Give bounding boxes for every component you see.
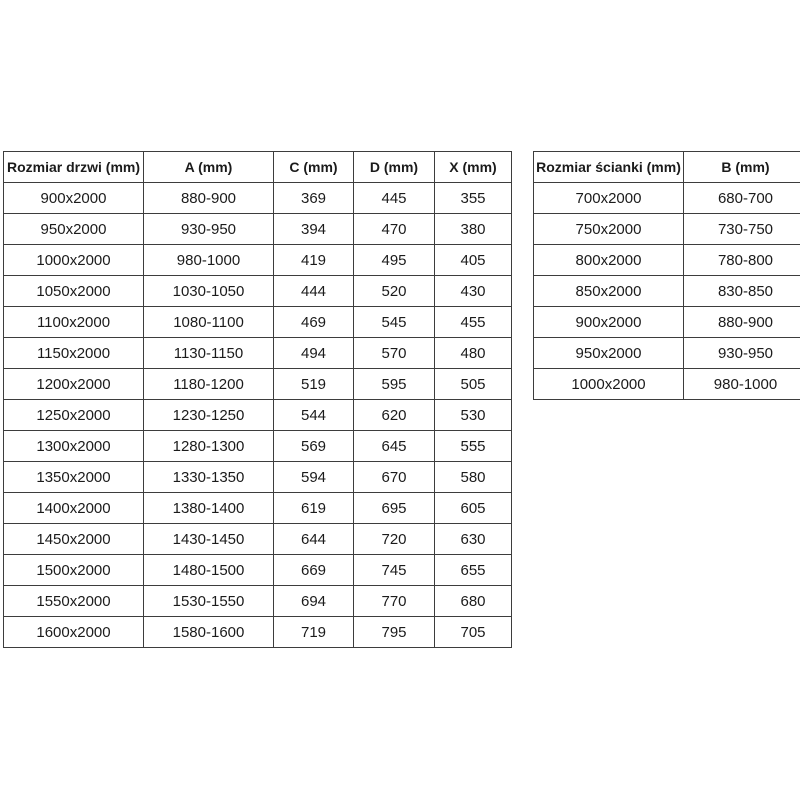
- table-cell: 700x2000: [534, 183, 684, 214]
- table-row: [4, 214, 512, 245]
- table-cell: 1530-1550: [144, 586, 274, 617]
- table-cell: 830-850: [684, 276, 800, 307]
- table-row: [4, 276, 512, 307]
- column-header: X (mm): [435, 152, 512, 183]
- table-cell: 1580-1600: [144, 617, 274, 648]
- table-cell: 770: [354, 586, 435, 617]
- table-cell: 545: [354, 307, 435, 338]
- table-cell: 355: [435, 183, 512, 214]
- table-cell: 369: [274, 183, 354, 214]
- table-cell: 644: [274, 524, 354, 555]
- table-cell: 1130-1150: [144, 338, 274, 369]
- table-cell: 720: [354, 524, 435, 555]
- table-cell: 645: [354, 431, 435, 462]
- table-cell: 880-900: [684, 307, 800, 338]
- table-cell: 569: [274, 431, 354, 462]
- table-cell: 1250x2000: [4, 400, 144, 431]
- table-cell: 950x2000: [534, 338, 684, 369]
- table-cell: 430: [435, 276, 512, 307]
- table-cell: 1030-1050: [144, 276, 274, 307]
- table-row: [4, 183, 512, 214]
- table-row: [534, 245, 800, 276]
- table-cell: 630: [435, 524, 512, 555]
- table-row: [4, 307, 512, 338]
- table-cell: 980-1000: [144, 245, 274, 276]
- table-cell: 519: [274, 369, 354, 400]
- column-header: B (mm): [684, 152, 800, 183]
- table-cell: 1600x2000: [4, 617, 144, 648]
- table-row: [4, 369, 512, 400]
- column-header: Rozmiar drzwi (mm): [4, 152, 144, 183]
- table-cell: 1500x2000: [4, 555, 144, 586]
- table-cell: 1300x2000: [4, 431, 144, 462]
- table-cell: 455: [435, 307, 512, 338]
- table-row: [4, 524, 512, 555]
- table-row: [4, 555, 512, 586]
- table-cell: 680: [435, 586, 512, 617]
- table-cell: 580: [435, 462, 512, 493]
- table-row: [4, 245, 512, 276]
- table-row: [534, 214, 800, 245]
- column-header: D (mm): [354, 152, 435, 183]
- table-cell: 1080-1100: [144, 307, 274, 338]
- table-row: [4, 617, 512, 648]
- table-cell: 380: [435, 214, 512, 245]
- column-header: C (mm): [274, 152, 354, 183]
- table-cell: 445: [354, 183, 435, 214]
- table-cell: 750x2000: [534, 214, 684, 245]
- table-cell: 1380-1400: [144, 493, 274, 524]
- table-cell: 1550x2000: [4, 586, 144, 617]
- table-cell: 469: [274, 307, 354, 338]
- table-cell: 1000x2000: [4, 245, 144, 276]
- table-cell: 670: [354, 462, 435, 493]
- table-cell: 1400x2000: [4, 493, 144, 524]
- table-cell: 694: [274, 586, 354, 617]
- table-row: [534, 338, 800, 369]
- table-cell: 719: [274, 617, 354, 648]
- column-header: A (mm): [144, 152, 274, 183]
- table-cell: 605: [435, 493, 512, 524]
- table-cell: 555: [435, 431, 512, 462]
- table-cell: 544: [274, 400, 354, 431]
- table-cell: 419: [274, 245, 354, 276]
- table-cell: 1150x2000: [4, 338, 144, 369]
- table-row: [534, 307, 800, 338]
- table-row: [534, 369, 800, 400]
- table-cell: 680-700: [684, 183, 800, 214]
- table-cell: 695: [354, 493, 435, 524]
- table-cell: 980-1000: [684, 369, 800, 400]
- table-cell: 705: [435, 617, 512, 648]
- table-cell: 1450x2000: [4, 524, 144, 555]
- table-cell: 494: [274, 338, 354, 369]
- table-cell: 394: [274, 214, 354, 245]
- table-cell: 620: [354, 400, 435, 431]
- table-cell: 730-750: [684, 214, 800, 245]
- table-cell: 1430-1450: [144, 524, 274, 555]
- table-row: [4, 586, 512, 617]
- table-cell: 930-950: [144, 214, 274, 245]
- table-cell: 1000x2000: [534, 369, 684, 400]
- table-row: [4, 462, 512, 493]
- table-row: [4, 493, 512, 524]
- table-cell: 780-800: [684, 245, 800, 276]
- table-cell: 1100x2000: [4, 307, 144, 338]
- table-cell: 1350x2000: [4, 462, 144, 493]
- header-row: [534, 152, 800, 183]
- wall-dimensions-table: [533, 151, 800, 400]
- table-row: [534, 276, 800, 307]
- table-cell: 480: [435, 338, 512, 369]
- table-cell: 950x2000: [4, 214, 144, 245]
- table-cell: 619: [274, 493, 354, 524]
- table-cell: 505: [435, 369, 512, 400]
- table-cell: 655: [435, 555, 512, 586]
- table-cell: 800x2000: [534, 245, 684, 276]
- header-row: [4, 152, 512, 183]
- table-cell: 1050x2000: [4, 276, 144, 307]
- column-header: Rozmiar ścianki (mm): [534, 152, 684, 183]
- table-cell: 745: [354, 555, 435, 586]
- table-cell: 530: [435, 400, 512, 431]
- table-cell: 520: [354, 276, 435, 307]
- door-dimensions-table: [3, 151, 512, 648]
- table-cell: 1180-1200: [144, 369, 274, 400]
- table-cell: 850x2000: [534, 276, 684, 307]
- table-cell: 1480-1500: [144, 555, 274, 586]
- table-cell: 405: [435, 245, 512, 276]
- table-cell: 900x2000: [534, 307, 684, 338]
- table-cell: 1200x2000: [4, 369, 144, 400]
- table-cell: 930-950: [684, 338, 800, 369]
- table-cell: 669: [274, 555, 354, 586]
- table-cell: 495: [354, 245, 435, 276]
- table-cell: 470: [354, 214, 435, 245]
- table-cell: 570: [354, 338, 435, 369]
- table-cell: 444: [274, 276, 354, 307]
- table-cell: 595: [354, 369, 435, 400]
- table-cell: 1330-1350: [144, 462, 274, 493]
- table-cell: 900x2000: [4, 183, 144, 214]
- table-cell: 795: [354, 617, 435, 648]
- table-row: [4, 338, 512, 369]
- table-cell: 1280-1300: [144, 431, 274, 462]
- table-cell: 880-900: [144, 183, 274, 214]
- table-row: [534, 183, 800, 214]
- table-row: [4, 400, 512, 431]
- table-cell: 594: [274, 462, 354, 493]
- table-row: [4, 431, 512, 462]
- table-cell: 1230-1250: [144, 400, 274, 431]
